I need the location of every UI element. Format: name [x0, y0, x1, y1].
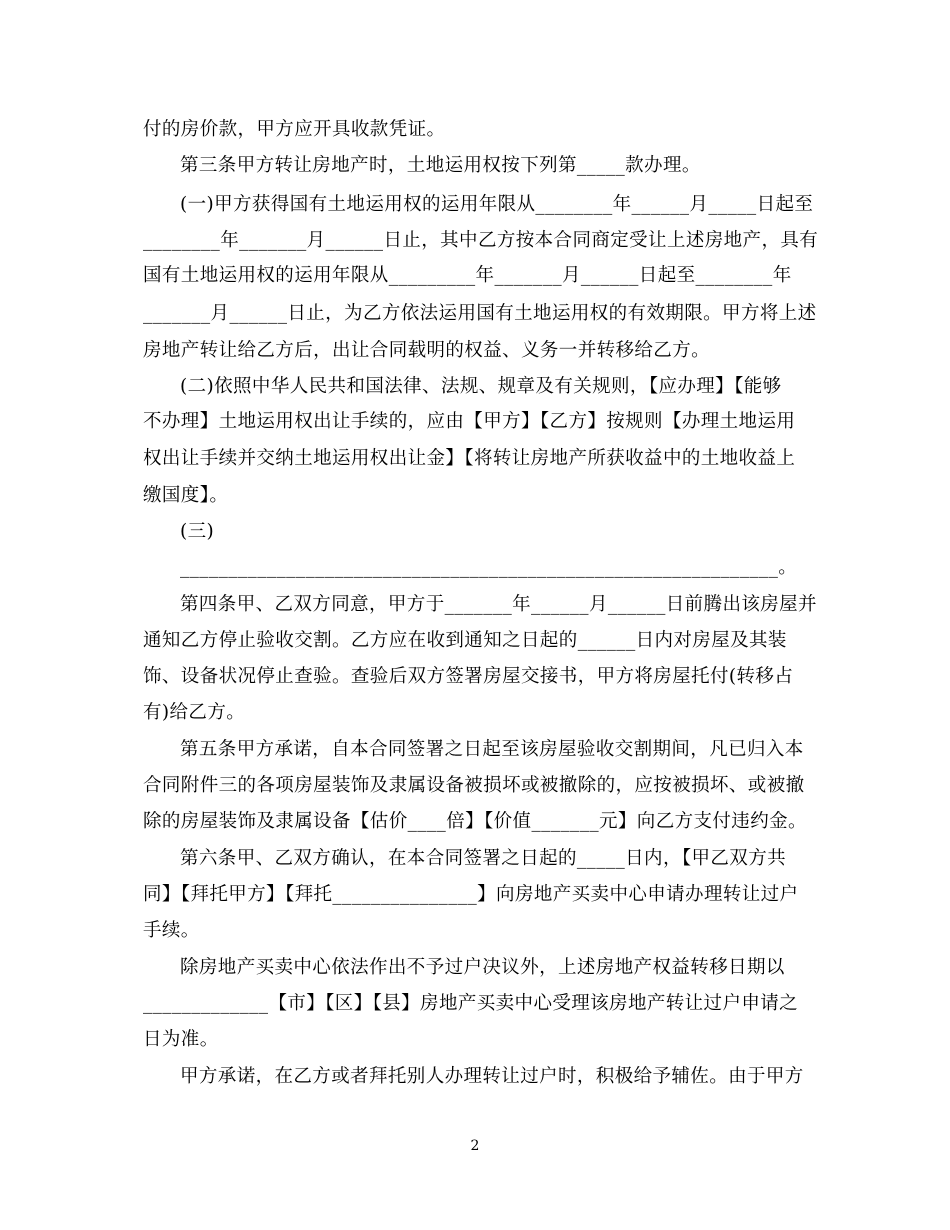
text-line: 有)给乙方。 — [143, 702, 246, 723]
text-line: 国有土地运用权的运用年限从_________年_______月______日起至________年 — [143, 265, 792, 286]
text-line: 同】【拜托甲方】【拜托_______________】向房地产买卖中心申请办理转让过户 — [143, 884, 799, 905]
text-line: ______________________________________________________________。 — [180, 557, 798, 578]
page-number: 2 — [470, 1138, 480, 1154]
text-line: 通知乙方停止验收交割。乙方应在收到通知之日起的______日内对房屋及其装 — [143, 630, 787, 651]
text-line: 房地产转让给乙方后，出让合同载明的权益、义务一并转移给乙方。 — [143, 340, 711, 361]
text-line: 第五条甲方承诺，自本合同签署之日起至该房屋验收交割期间，凡已归入本 — [180, 739, 804, 760]
text-line: (二)依照中华人民共和国法律、法规、规章及有关规则，【应办理】【能够 — [180, 376, 782, 397]
text-line: (三) — [180, 521, 215, 542]
text-line: 手续。 — [143, 920, 200, 941]
text-line: 第四条甲、乙双方同意，甲方于_______年______月______日前腾出该房屋并 — [180, 594, 817, 615]
text-line: 第六条甲、乙双方确认，在本合同签署之日起的_____日内，【甲乙双方共 — [180, 848, 787, 869]
text-line: 权出让手续并交纳土地运用权出让金】【将转让房地产所获收益中的土地收益上 — [143, 448, 796, 469]
text-line: 第三条甲方转让房地产时，土地运用权按下列第_____款办理。 — [180, 155, 701, 176]
text-line: _______月______日止，为乙方依法运用国有土地运用权的有效期限。甲方将上述 — [143, 303, 817, 324]
text-line: 不办理】土地运用权出让手续的，应由【甲方】【乙方】按规则【办理土地运用 — [143, 411, 796, 432]
text-line: 除的房屋装饰及隶属设备【估价____倍】【价值_______元】向乙方支付违约金。 — [143, 811, 807, 832]
text-line: 付的房价款，甲方应开具收款凭证。 — [143, 119, 446, 140]
text-line: ________年_______月______日止，其中乙方按本合同商定受让上述房地产，具有 — [143, 230, 819, 251]
text-line: 甲方承诺，在乙方或者拜托别人办理转让过户时，积极给予辅佐。由于甲方 — [180, 1066, 804, 1087]
text-line: (一)甲方获得国有土地运用权的运用年限从________年______月_____日起至 — [180, 194, 814, 215]
text-line: _____________【市】【区】【县】房地产买卖中心受理该房地产转让过户申请之 — [143, 993, 799, 1014]
text-line: 日为准。 — [143, 1029, 219, 1050]
text-line: 除房地产买卖中心依法作出不予过户决议外，上述房地产权益转移日期以 — [180, 957, 785, 978]
text-line: 合同附件三的各项房屋装饰及隶属设备被损坏或被撤除的，应按被损坏、或被撤 — [143, 775, 805, 796]
text-line: 缴国度】。 — [143, 485, 229, 506]
text-line: 饰、设备状况停止查验。查验后双方签署房屋交接书，甲方将房屋托付(转移占 — [143, 666, 794, 687]
